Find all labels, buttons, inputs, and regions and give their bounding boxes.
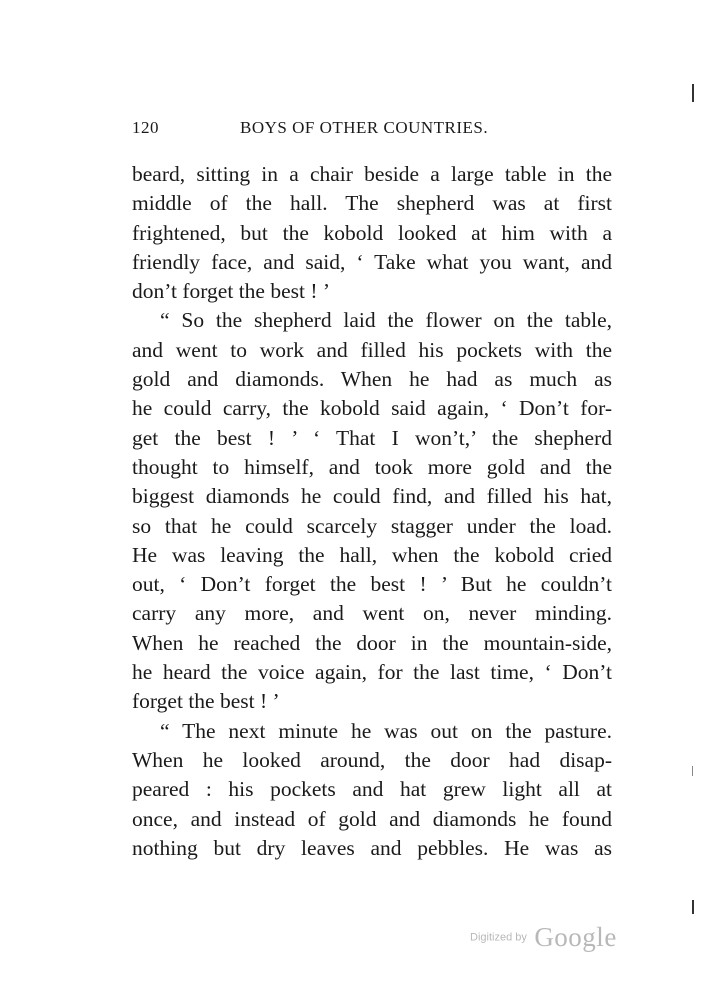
text-line: beard, sitting in a chair beside a large table in the	[132, 162, 612, 186]
digitized-watermark	[470, 922, 617, 953]
text-line: nothing but dry leaves and pebbles. He was as	[132, 835, 612, 860]
text-line: gold and diamonds. When he had as much as	[132, 367, 612, 392]
scan-mark	[692, 84, 694, 102]
text-line: biggest diamonds he could find, and filled his hat,	[132, 484, 612, 509]
text-line: middle of the hall. The shepherd was at first	[132, 191, 612, 216]
scan-mark	[692, 766, 693, 776]
text-line: frightened, but the kobold looked at him with a	[132, 220, 612, 245]
text-line: “ So the shepherd laid the flower on the table,	[160, 308, 612, 333]
text-line: peared : his pockets and hat grew light all at	[132, 777, 612, 802]
text-line: When he reached the door in the mountain-side,	[132, 630, 612, 655]
scan-mark	[692, 900, 694, 914]
text-line: carry any more, and went on, never minding.	[132, 601, 612, 626]
text-line: get the best ! ’ ‘ That I won’t,’ the shepherd	[132, 425, 612, 450]
text-line: so that he could scarcely stagger under the load.	[132, 513, 612, 538]
text-line: When he looked around, the door had disap-	[132, 747, 612, 772]
watermark-brand: Google	[534, 922, 617, 952]
text-line: forget the best ! ’	[132, 689, 280, 714]
text-line: he could carry, the kobold said again, ‘ Don’t for-	[132, 396, 612, 421]
text-line: and went to work and filled his pockets with the	[132, 337, 612, 362]
text-line: friendly face, and said, ‘ Take what you want, and	[132, 249, 612, 274]
text-line: He was leaving the hall, when the kobold cried	[132, 542, 612, 567]
page-header	[132, 118, 612, 142]
text-line: don’t forget the best ! ’	[132, 279, 331, 304]
text-line: once, and instead of gold and diamonds he found	[132, 806, 612, 831]
running-head: BOYS OF OTHER COUNTRIES.	[240, 118, 489, 137]
text-line: he heard the voice again, for the last time, ‘ Don’t	[132, 660, 612, 685]
page-number: 120	[132, 118, 159, 137]
watermark-prefix: Digitized by	[470, 931, 527, 944]
text-line: thought to himself, and took more gold and the	[132, 454, 612, 479]
text-line: “ The next minute he was out on the pasture.	[160, 718, 612, 743]
text-line: out, ‘ Don’t forget the best ! ’ But he couldn’t	[132, 572, 612, 597]
body-text	[132, 160, 612, 863]
